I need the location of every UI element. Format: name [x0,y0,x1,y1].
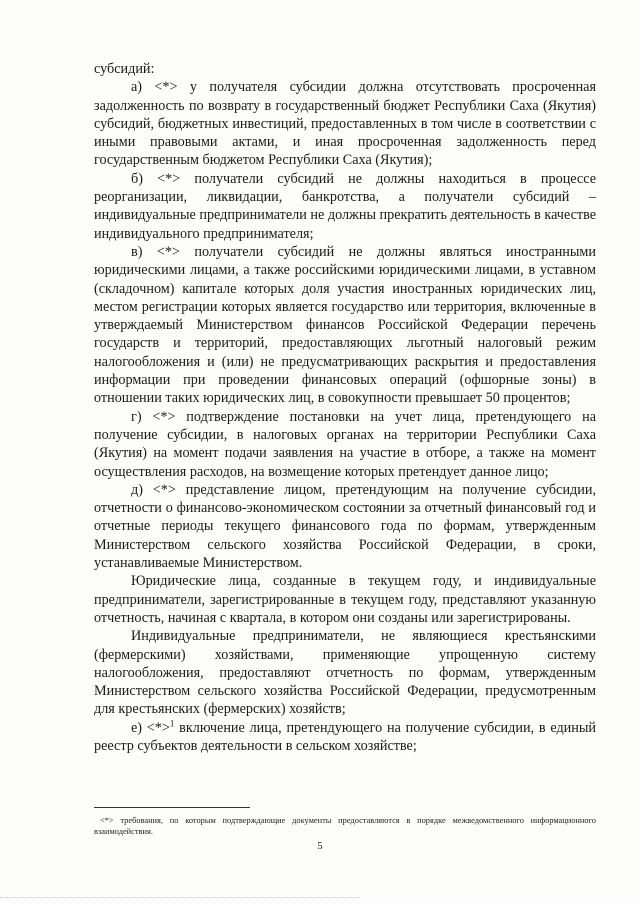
paragraph-item-b: б) <*> получатели субсидий не должны находиться в процессе реорганизации, ликвидации, банкротства, а получатели субсидий – индивидуальные предприниматели не должны прекратить деятельность в качестве индивидуального предпринимателя; [94,170,596,242]
paragraph-continuation: субсидий: [94,61,155,77]
scan-edge-line [0,897,360,898]
paragraph-new-entities: Юридические лица, созданные в текущем году, и индивидуальные предприниматели, зарегистрированные в текущем году, представляют указанную отчетность, начиная с квартала, в котором они созданы или зарегистрированы. [94,573,596,626]
paragraph-item-e [94,719,596,756]
page-number: 5 [317,841,323,852]
item-e-superscript: 1 [169,717,175,728]
item-e-lead: е) <*> [131,719,170,736]
paragraph-individual-entrepreneurs: Индивидуальные предприниматели, не являющиеся крестьянскими (фермерскими) хозяйствами, применяющие упрощенную систему налогообложения, предоставляют отчетность по формам, утвержденным Министерством сельского хозяйства Российской Федерации, предусмотренным для крестьянских (фермерских) хозяйств; [94,628,596,718]
paragraph-item-d: д) <*> представление лицом, претендующим на получение субсидии, отчетности о финансово-экономическом состоянии за отчетный финансовый год и отчетные периоды текущего финансового года по формам, утвержденным Министерством сельского хозяйства Российской Федерации, в сроки, устанавливаемые Министерством. [94,481,596,572]
item-e-text: включение лица, претендующего на получение субсидии, в единый реестр субъектов деятельности в сельском хозяйстве; [94,719,596,754]
footnote-separator [94,807,250,808]
footnote: <*> требования, по которым подтверждающие документы предоставляются в порядке межведомственного информационного взаимодействия. [94,816,596,836]
paragraph-item-g: г) <*> подтверждение постановки на учет лица, претендующего на получение субсидии, в налоговых органах на территории Республики Саха (Якутия) на момент подачи заявления на участие в отборе, а также на момент осуществления расходов, на возмещение которых претендует данное лицо; [94,408,596,480]
paragraph-item-v: в) <*> получатели субсидий не должны являться иностранными юридическими лицами, а также российскими юридическими лицами, в уставном (складочном) капитале которых доля участия иностранных юридических лиц, местом регистрации которых является государство или территория, включенные в утверждаемый Министерством финансов Российской Федерации перечень государств и территорий, предоставляющих льготный налоговый режим налогообложения и (или) не предусматривающих раскрытия и предоставления информации при проведении финансовых операций (офшорные зоны) в отношении таких юридических лиц, в совокупности превышает 50 процентов; [94,243,596,407]
paragraph-item-a: а) <*> у получателя субсидии должна отсутствовать просроченная задолженность по возврату в государственный бюджет Республики Саха (Якутия) субсидий, бюджетных инвестиций, предоставленных в том числе в соответствии с иными правовыми актами, и иная просроченная задолженность перед государственным бюджетом Республики Саха (Якутия); [94,79,596,169]
body-text [94,60,596,755]
